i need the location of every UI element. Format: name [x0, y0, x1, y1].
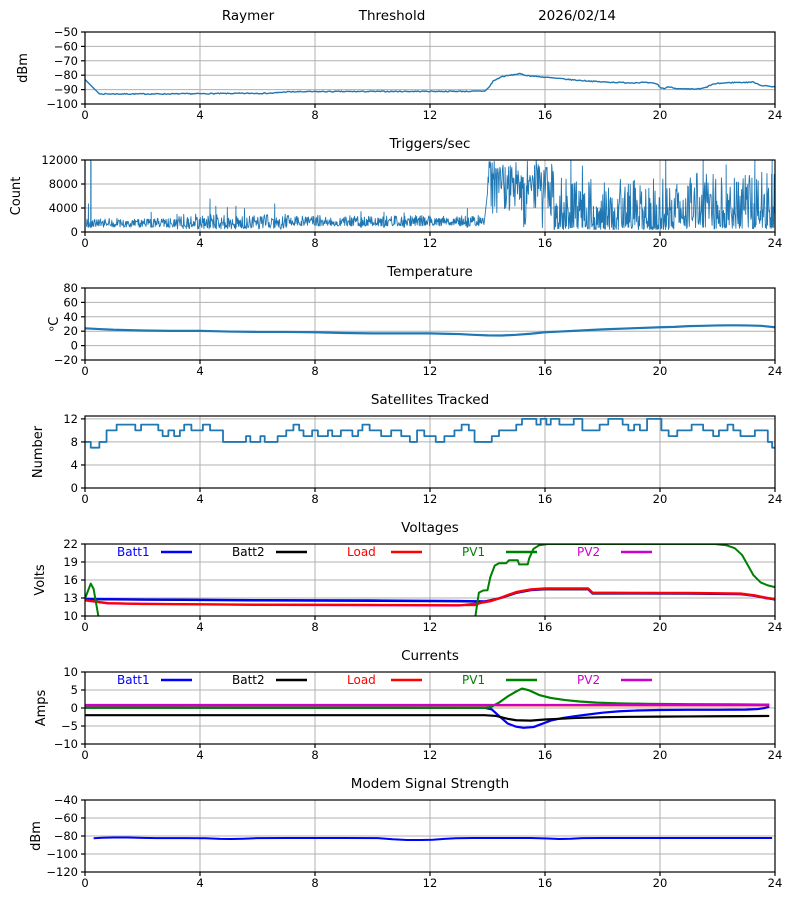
- panel-title: Satellites Tracked: [370, 392, 490, 408]
- x-tick-label: 24: [767, 108, 783, 122]
- x-tick-label: 20: [652, 620, 668, 634]
- y-tick-label: 0: [70, 338, 78, 353]
- x-tick-label: 0: [81, 108, 89, 122]
- x-tick-label: 12: [422, 748, 438, 762]
- y-tick-label: −50: [53, 25, 78, 39]
- y-tick-label: 80: [63, 281, 78, 295]
- panel-triggers: [0, 130, 800, 258]
- x-tick-label: 24: [767, 748, 783, 762]
- x-tick-label: 8: [311, 236, 319, 250]
- panel-title: Raymer: [221, 8, 275, 24]
- y-axis-label: Count: [9, 176, 24, 216]
- legend-PV2: PV2: [577, 673, 601, 687]
- panel-title: Voltages: [401, 520, 459, 536]
- series-Batt2: [85, 715, 769, 720]
- legend-Batt2: Batt2: [232, 673, 265, 687]
- x-tick-label: 12: [422, 236, 438, 250]
- y-tick-label: −100: [46, 847, 78, 861]
- y-tick-label: −90: [53, 82, 78, 97]
- y-tick-label: 10: [63, 609, 78, 623]
- x-tick-label: 8: [311, 620, 319, 634]
- y-tick-label: −80: [53, 829, 78, 843]
- y-tick-label: 5: [70, 683, 78, 697]
- x-tick-label: 12: [422, 108, 438, 122]
- x-tick-label: 0: [81, 748, 89, 762]
- x-tick-label: 4: [196, 620, 204, 634]
- x-tick-label: 16: [537, 364, 553, 378]
- x-tick-label: 16: [537, 492, 553, 506]
- y-tick-label: 0: [70, 701, 78, 715]
- panel-title: Temperature: [387, 264, 473, 280]
- panel-temperature: [0, 258, 800, 386]
- y-tick-label: −40: [53, 793, 78, 807]
- y-axis-label: Volts: [33, 564, 48, 596]
- legend-Load: Load: [347, 545, 376, 559]
- legend-PV2: PV2: [577, 545, 601, 559]
- y-tick-label: 0: [70, 481, 78, 495]
- x-tick-label: 8: [311, 364, 319, 378]
- y-tick-label: 20: [63, 324, 78, 339]
- panel-modem: [0, 770, 800, 898]
- y-tick-label: 12000: [41, 153, 78, 167]
- y-tick-label: 13: [63, 591, 78, 605]
- x-tick-label: 12: [422, 620, 438, 634]
- x-tick-label: 4: [196, 748, 204, 762]
- panel-title: Threshold: [358, 8, 426, 24]
- x-tick-label: 20: [652, 108, 668, 122]
- x-tick-label: 24: [767, 364, 783, 378]
- x-tick-label: 8: [311, 108, 319, 122]
- y-tick-label: −20: [53, 353, 78, 367]
- x-tick-label: 16: [537, 620, 553, 634]
- y-tick-label: 0: [70, 225, 78, 239]
- panel-currents: [0, 642, 800, 770]
- x-tick-label: 12: [422, 492, 438, 506]
- x-tick-label: 16: [537, 876, 553, 890]
- y-tick-label: −60: [53, 39, 78, 54]
- panel-satellites: [0, 386, 800, 514]
- x-tick-label: 8: [311, 876, 319, 890]
- y-tick-label: −5: [61, 719, 78, 733]
- y-tick-label: −80: [53, 68, 78, 83]
- panel-threshold: [0, 2, 800, 130]
- y-axis-label: dBm: [29, 821, 44, 851]
- y-tick-label: 8: [70, 434, 78, 449]
- x-tick-label: 4: [196, 364, 204, 378]
- y-tick-label: 4: [70, 457, 78, 472]
- x-tick-label: 8: [311, 492, 319, 506]
- legend-PV1: PV1: [462, 545, 486, 559]
- y-tick-label: −100: [46, 97, 78, 111]
- x-tick-label: 0: [81, 876, 89, 890]
- x-tick-label: 4: [196, 876, 204, 890]
- x-tick-label: 0: [81, 364, 89, 378]
- y-tick-label: 22: [63, 537, 78, 551]
- y-tick-label: 40: [63, 309, 78, 324]
- x-tick-label: 8: [311, 748, 319, 762]
- x-tick-label: 4: [196, 492, 204, 506]
- y-axis-label: Amps: [34, 689, 49, 727]
- y-tick-label: 16: [63, 573, 78, 587]
- x-tick-label: 4: [196, 108, 204, 122]
- legend-Batt1: Batt1: [117, 673, 150, 687]
- panel-title: Triggers/sec: [389, 136, 471, 152]
- legend-Batt1: Batt1: [117, 545, 150, 559]
- panel-title: 2026/02/14: [538, 8, 616, 24]
- y-tick-label: −70: [53, 53, 78, 68]
- x-tick-label: 24: [767, 876, 783, 890]
- chart-modem: [0, 770, 800, 898]
- y-tick-label: 12: [63, 411, 78, 426]
- series-rssi: [94, 837, 773, 840]
- chart-satellites: [0, 386, 800, 514]
- y-axis-label: ᵒC: [47, 316, 62, 332]
- series-count: [86, 160, 774, 230]
- y-tick-label: 60: [63, 295, 78, 310]
- chart-threshold: [0, 2, 800, 130]
- x-tick-label: 16: [537, 236, 553, 250]
- y-tick-label: 19: [63, 555, 78, 569]
- chart-currents: [0, 642, 800, 770]
- x-tick-label: 0: [81, 620, 89, 634]
- y-tick-label: 10: [63, 665, 78, 679]
- panel-title: Modem Signal Strength: [350, 776, 510, 792]
- x-tick-label: 20: [652, 492, 668, 506]
- chart-temperature: [0, 258, 800, 386]
- legend-PV1: PV1: [462, 673, 486, 687]
- x-tick-label: 24: [767, 236, 783, 250]
- y-tick-label: 4000: [48, 201, 78, 215]
- x-tick-label: 24: [767, 492, 783, 506]
- panel-voltages: [0, 514, 800, 642]
- y-axis-label: dBm: [16, 53, 31, 83]
- x-tick-label: 12: [422, 876, 438, 890]
- panel-title: Currents: [401, 648, 459, 664]
- chart-voltages: [0, 514, 800, 642]
- x-tick-label: 4: [196, 236, 204, 250]
- x-tick-label: 0: [81, 492, 89, 506]
- y-tick-label: −120: [46, 865, 78, 879]
- y-tick-label: −10: [53, 737, 78, 751]
- x-tick-label: 20: [652, 748, 668, 762]
- x-tick-label: 20: [652, 364, 668, 378]
- x-tick-label: 24: [767, 620, 783, 634]
- x-tick-label: 20: [652, 236, 668, 250]
- legend-Load: Load: [347, 673, 376, 687]
- x-tick-label: 16: [537, 748, 553, 762]
- chart-triggers: [0, 130, 800, 258]
- x-tick-label: 0: [81, 236, 89, 250]
- x-tick-label: 12: [422, 364, 438, 378]
- y-tick-label: −60: [53, 811, 78, 825]
- x-tick-label: 16: [537, 108, 553, 122]
- y-axis-label: Number: [31, 425, 46, 479]
- x-tick-label: 20: [652, 876, 668, 890]
- legend-Batt2: Batt2: [232, 545, 265, 559]
- y-tick-label: 8000: [48, 177, 78, 191]
